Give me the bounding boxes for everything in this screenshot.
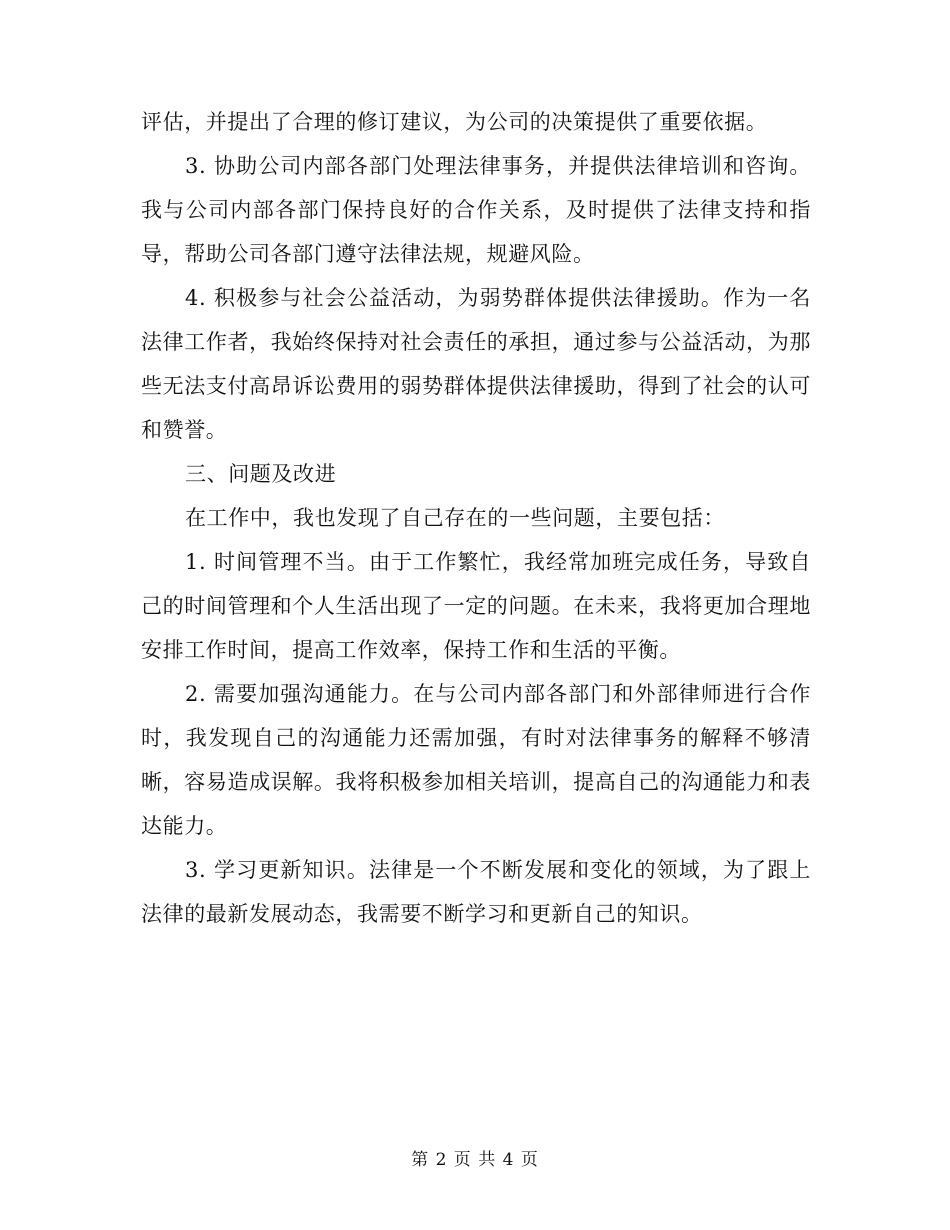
paragraph-problem-3-learning: 3. 学习更新知识。法律是一个不断发展和变化的领域，为了跟上法律的最新发展动态，我需要不断学习和更新自己的知识。 <box>141 858 811 926</box>
paragraph-problems-intro: 在工作中，我也发现了自己存在的一些问题，主要包括： <box>185 506 725 530</box>
paragraph-continuation: 评估，并提出了合理的修订建议，为公司的决策提供了重要依据。 <box>141 110 768 134</box>
paragraph-item-4-public-welfare: 4. 积极参与社会公益活动，为弱势群体提供法律援助。作为一名法律工作者，我始终保持对社会责任的承担，通过参与公益活动，为那些无法支付高昂诉讼费用的弱势群体提供法律援助，得到了社会的认可和赞誉。 <box>141 286 811 442</box>
paragraph-problem-2-communication: 2. 需要加强沟通能力。在与公司内部各部门和外部律师进行合作时，我发现自己的沟通能力还需加强，有时对法律事务的解释不够清晰，容易造成误解。我将积极参加相关培训，提高自己的沟通能力和表达能力。 <box>141 682 811 838</box>
page-number-footer: 第 2 页 共 4 页 <box>411 1150 539 1170</box>
document-body <box>141 100 811 936</box>
section-heading-problems: 三、问题及改进 <box>185 462 337 486</box>
paragraph-problem-1-time-management: 1. 时间管理不当。由于工作繁忙，我经常加班完成任务，导致自己的时间管理和个人生活出现了一定的问题。在未来，我将更加合理地安排工作时间，提高工作效率，保持工作和生活的平衡。 <box>141 550 811 662</box>
paragraph-item-3-legal-support: 3. 协助公司内部各部门处理法律事务，并提供法律培训和咨询。我与公司内部各部门保持良好的合作关系，及时提供了法律支持和指导，帮助公司各部门遵守法律法规，规避风险。 <box>141 154 811 266</box>
